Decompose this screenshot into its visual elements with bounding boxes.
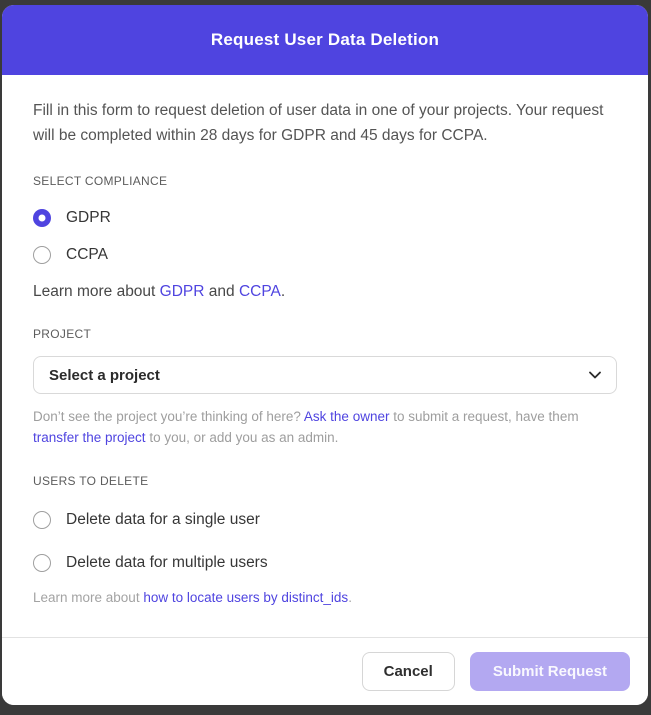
users-help-t2: .	[348, 590, 352, 605]
gdpr-link[interactable]: GDPR	[159, 283, 205, 300]
learn-more-middle: and	[204, 283, 239, 300]
project-help-t2: to submit a request, have them	[389, 409, 579, 424]
users-to-delete-label: USERS TO DELETE	[33, 474, 149, 488]
compliance-learn-more	[33, 283, 617, 301]
project-help-t1: Don’t see the project you’re thinking of here?	[33, 409, 304, 424]
project-help-text	[33, 406, 617, 448]
radio-single-user-label: Delete data for a single user	[66, 511, 260, 528]
project-select-value: Select a project	[49, 366, 160, 384]
ccpa-link[interactable]: CCPA	[238, 283, 281, 300]
chevron-down-icon	[589, 371, 601, 379]
intro-text: Fill in this form to request deletion of user data in one of your projects. Your request will be completed within 28 days for GDPR and 45 days for CCPA.	[33, 102, 604, 144]
learn-more-suffix: .	[280, 283, 286, 300]
dialog-body	[2, 75, 648, 637]
select-compliance-label: SELECT COMPLIANCE	[33, 174, 168, 188]
learn-more-prefix: Learn more about	[33, 283, 160, 300]
users-help-t1: Learn more about	[33, 590, 144, 605]
ask-the-owner-link[interactable]: Ask the owner	[303, 409, 390, 424]
radio-unselected-icon[interactable]	[33, 246, 51, 264]
project-label: PROJECT	[33, 327, 92, 341]
transfer-the-project-link[interactable]: transfer the project	[33, 430, 146, 445]
radio-multiple-users-label: Delete data for multiple users	[66, 554, 268, 571]
radio-ccpa-label: CCPA	[66, 246, 108, 263]
radio-gdpr-label: GDPR	[66, 209, 111, 226]
project-select[interactable]	[33, 356, 617, 394]
radio-selected-icon[interactable]	[33, 209, 51, 227]
radio-gdpr[interactable]	[33, 209, 617, 227]
radio-multiple-users[interactable]	[33, 554, 617, 572]
radio-unselected-icon[interactable]	[33, 554, 51, 572]
cancel-button[interactable]: Cancel	[362, 652, 455, 691]
dialog-title: Request User Data Deletion	[210, 30, 440, 49]
users-help-text	[33, 590, 617, 605]
radio-unselected-icon[interactable]	[33, 511, 51, 529]
radio-single-user[interactable]	[33, 511, 617, 529]
dialog-footer	[2, 637, 648, 705]
submit-request-button[interactable]: Submit Request	[470, 652, 630, 691]
request-user-data-deletion-dialog	[2, 5, 648, 705]
project-help-t3: to you, or add you as an admin.	[145, 430, 339, 445]
dialog-header	[2, 5, 648, 75]
distinct-ids-link[interactable]: how to locate users by distinct_ids	[143, 590, 349, 605]
radio-ccpa[interactable]	[33, 246, 617, 264]
